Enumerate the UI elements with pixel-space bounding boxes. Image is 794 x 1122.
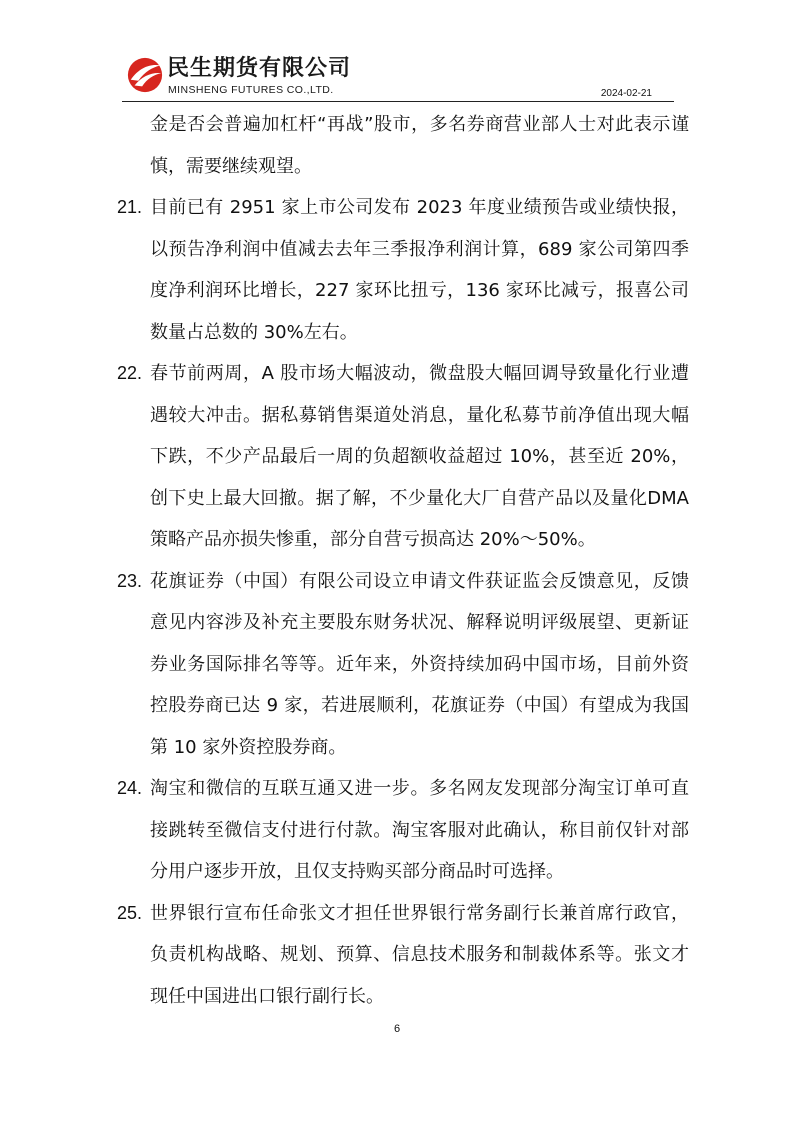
minsheng-logo-icon xyxy=(126,56,164,94)
header-divider xyxy=(122,101,674,102)
news-item-25 xyxy=(117,893,689,1018)
news-item-21 xyxy=(117,187,689,353)
item-text: 花旗证券（中国）有限公司设立申请文件获证监会反馈意见，反馈意见内容涉及补充主要股东财务状况、解释说明评级展望、更新证券业务国际排名等等。近年来，外资持续加码中国市场，目前外资控股券商已达 9 家，若进展顺利，花旗证券（中国）有望成为我国第 10 家外资控股券商。 xyxy=(150,570,689,758)
news-item-22 xyxy=(117,353,689,561)
page-number: 6 xyxy=(393,1023,401,1035)
item-number: 24. xyxy=(117,778,143,798)
news-item-24 xyxy=(117,768,689,893)
item-text: 淘宝和微信的互联互通又进一步。多名网友发现部分淘宝订单可直接跳转至微信支付进行付款。淘宝客服对此确认，称目前仅针对部分用户逐步开放，且仅支持购买部分商品时可选择。 xyxy=(150,778,689,882)
item-text: 春节前两周，A 股市场大幅波动，微盘股大幅回调导致量化行业遭遇较大冲击。据私募销售渠道处消息，量化私募节前净值出现大幅下跌，不少产品最后一周的负超额收益超过 10%，甚至近 20%，创下史上最大回撤。据了解，不少量化大厂自营产品以及量化DMA 策略产品亦损失惨重，部分自营亏损高达 20%～50%。 xyxy=(150,363,689,550)
report-date: 2024-02-21 xyxy=(600,88,652,99)
brand-name-en: MINSHENG FUTURES CO.,LTD. xyxy=(168,84,334,96)
brand-name-cn: 民生期货有限公司 xyxy=(167,56,352,81)
item-number: 21. xyxy=(117,197,143,217)
item-number: 22. xyxy=(117,363,143,383)
continued-paragraph: 金是否会普遍加杠杆“再战”股市，多名券商营业部人士对此表示谨慎，需要继续观望。 xyxy=(150,114,689,177)
item-number: 23. xyxy=(117,570,143,591)
item-text: 目前已有 2951 家上市公司发布 2023 年度业绩预告或业绩快报，以预告净利润中值减去去年三季报净利润计算，689 家公司第四季度净利润环比增长，227 家环比扭亏，136 家环比减亏，报喜公司数量占总数的 30%左右。 xyxy=(150,197,689,343)
item-text: 世界银行宣布任命张文才担任世界银行常务副行长兼首席行政官，负责机构战略、规划、预算、信息技术服务和制裁体系等。张文才现任中国进出口银行副行长。 xyxy=(150,902,689,1007)
item-number: 25. xyxy=(117,902,143,923)
news-item-23 xyxy=(117,561,689,769)
document-body xyxy=(117,104,689,1017)
page-header xyxy=(122,50,674,102)
